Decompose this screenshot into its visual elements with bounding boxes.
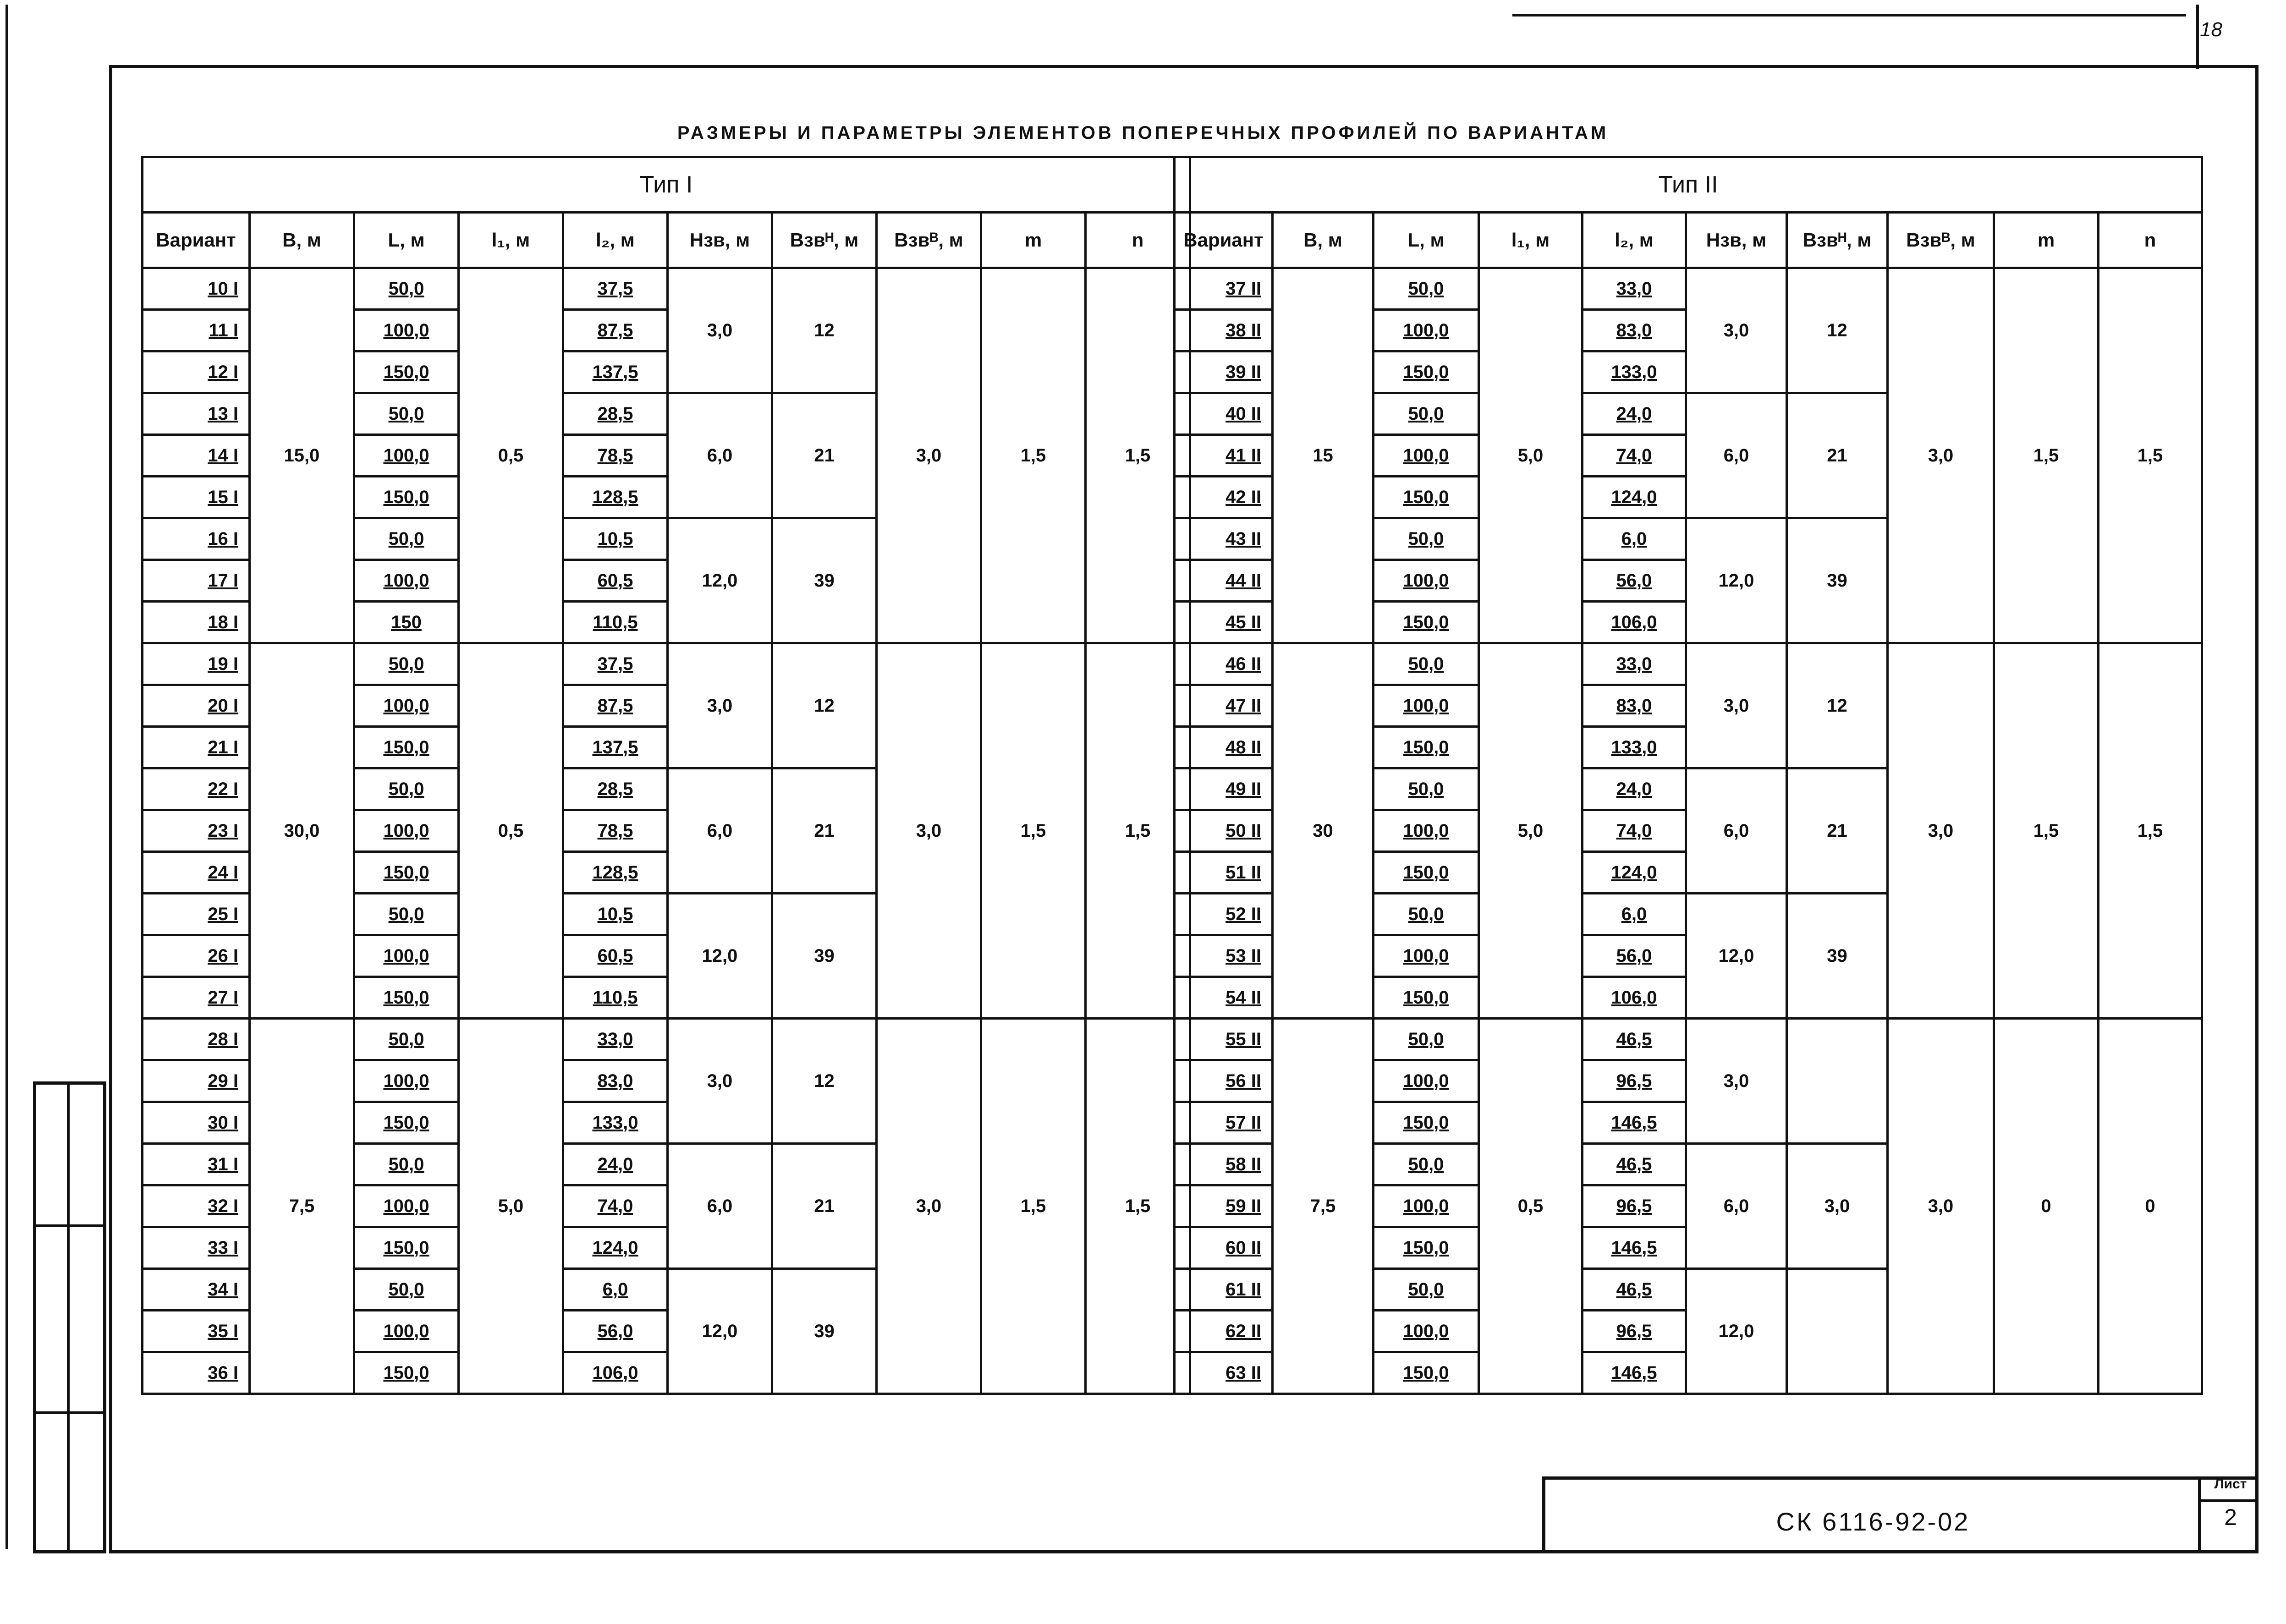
- variant-cell: 35 I: [143, 1311, 250, 1352]
- variant-cell: 38 II: [1175, 310, 1273, 351]
- l2-cell: 128,5: [563, 852, 668, 894]
- bn-cell: 21: [1787, 393, 1888, 518]
- bn-cell: 12: [772, 643, 877, 768]
- m-cell: 1,5: [981, 643, 1086, 1019]
- length-l-cell: 150,0: [354, 477, 459, 518]
- l2-cell: 83,0: [563, 1060, 668, 1102]
- l1-cell: 0,5: [1479, 1019, 1583, 1394]
- l2-cell: 137,5: [563, 351, 668, 393]
- l1-cell: 0,5: [459, 268, 563, 643]
- l1-cell: 5,0: [459, 1019, 563, 1394]
- column-header: Bзвᴴ, м: [1787, 213, 1888, 268]
- variant-cell: 13 I: [143, 393, 250, 435]
- l2-cell: 146,5: [1583, 1352, 1686, 1394]
- variant-cell: 59 II: [1175, 1185, 1273, 1227]
- l2-cell: 56,0: [1583, 560, 1686, 602]
- column-header: Bзвᴮ, м: [877, 213, 981, 268]
- length-l-cell: 150,0: [1374, 1227, 1479, 1269]
- column-header: n: [1086, 213, 1190, 268]
- variant-cell: 11 I: [143, 310, 250, 351]
- variant-cell: 54 II: [1175, 977, 1273, 1019]
- l2-cell: 133,0: [563, 1102, 668, 1144]
- column-header: l₁, м: [459, 213, 563, 268]
- table-row: [143, 643, 1190, 685]
- l2-cell: 56,0: [1583, 935, 1686, 977]
- column-header: m: [981, 213, 1086, 268]
- variant-cell: 26 I: [143, 935, 250, 977]
- length-l-cell: 50,0: [1374, 1269, 1479, 1311]
- width-b-cell: 15,0: [250, 268, 354, 643]
- length-l-cell: 150,0: [354, 1102, 459, 1144]
- variant-cell: 51 II: [1175, 852, 1273, 894]
- variant-cell: 31 I: [143, 1144, 250, 1185]
- variant-cell: 32 I: [143, 1185, 250, 1227]
- l2-cell: 133,0: [1583, 351, 1686, 393]
- column-header: l₂, м: [563, 213, 668, 268]
- length-l-cell: 100,0: [354, 1311, 459, 1352]
- variant-cell: 16 I: [143, 518, 250, 560]
- l2-cell: 24,0: [1583, 768, 1686, 810]
- variant-cell: 20 I: [143, 685, 250, 727]
- variant-cell: 53 II: [1175, 935, 1273, 977]
- sheet-number: 18: [2200, 18, 2222, 41]
- l2-cell: 78,5: [563, 435, 668, 477]
- l2-cell: 106,0: [1583, 602, 1686, 643]
- bn-cell: 21: [772, 393, 877, 518]
- table-row: [143, 1019, 1190, 1060]
- variant-cell: 45 II: [1175, 602, 1273, 643]
- variant-cell: 21 I: [143, 727, 250, 768]
- length-l-cell: 50,0: [1374, 894, 1479, 935]
- table-row: [1175, 643, 2202, 685]
- variants-table-right: [1173, 156, 2203, 1395]
- length-l-cell: 50,0: [354, 768, 459, 810]
- length-l-cell: 50,0: [1374, 518, 1479, 560]
- l2-cell: 28,5: [563, 393, 668, 435]
- l2-cell: 87,5: [563, 310, 668, 351]
- l2-cell: 106,0: [1583, 977, 1686, 1019]
- height-h-cell: 6,0: [668, 393, 772, 518]
- length-l-cell: 50,0: [354, 393, 459, 435]
- m-cell: 1,5: [981, 1019, 1086, 1394]
- l2-cell: 96,5: [1583, 1185, 1686, 1227]
- variant-cell: 46 II: [1175, 643, 1273, 685]
- variant-cell: 25 I: [143, 894, 250, 935]
- variant-cell: 23 I: [143, 810, 250, 852]
- length-l-cell: 150,0: [354, 977, 459, 1019]
- l2-cell: 87,5: [563, 685, 668, 727]
- l1-cell: 0,5: [459, 643, 563, 1019]
- column-header: Bзвᴴ, м: [772, 213, 877, 268]
- length-l-cell: 50,0: [354, 894, 459, 935]
- height-h-cell: 6,0: [1686, 1144, 1787, 1269]
- bn-cell: 21: [1787, 768, 1888, 894]
- l2-cell: 83,0: [1583, 310, 1686, 351]
- variant-cell: 40 II: [1175, 393, 1273, 435]
- variant-cell: 17 I: [143, 560, 250, 602]
- l2-cell: 33,0: [1583, 268, 1686, 310]
- height-h-cell: 3,0: [668, 1019, 772, 1144]
- column-header: Hзв, м: [1686, 213, 1787, 268]
- bv-cell: 3,0: [1888, 268, 1994, 643]
- height-h-cell: 3,0: [668, 268, 772, 393]
- length-l-cell: 50,0: [354, 268, 459, 310]
- l2-cell: 33,0: [1583, 643, 1686, 685]
- variant-cell: 34 I: [143, 1269, 250, 1311]
- variant-cell: 50 II: [1175, 810, 1273, 852]
- length-l-cell: 150,0: [1374, 1352, 1479, 1394]
- length-l-cell: 100,0: [1374, 935, 1479, 977]
- length-l-cell: 150,0: [1374, 1102, 1479, 1144]
- frame-left-edge: [5, 5, 8, 1549]
- length-l-cell: 150,0: [1374, 477, 1479, 518]
- l2-cell: 60,5: [563, 560, 668, 602]
- l2-cell: 78,5: [563, 810, 668, 852]
- variant-cell: 42 II: [1175, 477, 1273, 518]
- n-cell: 1,5: [2099, 268, 2202, 643]
- frame-top-edge: [1512, 14, 2186, 16]
- l2-cell: 60,5: [563, 935, 668, 977]
- variant-cell: 30 I: [143, 1102, 250, 1144]
- m-cell: 1,5: [1994, 268, 2099, 643]
- length-l-cell: 50,0: [354, 1269, 459, 1311]
- length-l-cell: 150,0: [354, 727, 459, 768]
- sheet-label-divider: [2198, 1499, 2259, 1502]
- height-h-cell: 12,0: [1686, 1269, 1787, 1394]
- l2-cell: 83,0: [1583, 685, 1686, 727]
- variant-cell: 22 I: [143, 768, 250, 810]
- m-cell: 1,5: [1994, 643, 2099, 1019]
- type-header: Тип I: [143, 157, 1190, 213]
- variant-cell: 14 I: [143, 435, 250, 477]
- length-l-cell: 50,0: [1374, 393, 1479, 435]
- length-l-cell: 100,0: [1374, 560, 1479, 602]
- column-header: Вариант: [143, 213, 250, 268]
- l2-cell: 74,0: [1583, 435, 1686, 477]
- length-l-cell: 50,0: [1374, 643, 1479, 685]
- l2-cell: 46,5: [1583, 1019, 1686, 1060]
- l2-cell: 6,0: [563, 1269, 668, 1311]
- length-l-cell: 50,0: [1374, 1019, 1479, 1060]
- length-l-cell: 150,0: [1374, 727, 1479, 768]
- width-b-cell: 7,5: [250, 1019, 354, 1394]
- length-l-cell: 150,0: [1374, 852, 1479, 894]
- l2-cell: 124,0: [1583, 852, 1686, 894]
- variant-cell: 29 I: [143, 1060, 250, 1102]
- column-header: l₁, м: [1479, 213, 1583, 268]
- n-cell: 1,5: [2099, 643, 2202, 1019]
- bn-cell: 39: [1787, 894, 1888, 1019]
- height-h-cell: 6,0: [1686, 393, 1787, 518]
- variant-cell: 60 II: [1175, 1227, 1273, 1269]
- m-cell: 0: [1994, 1019, 2099, 1394]
- length-l-cell: 100,0: [1374, 435, 1479, 477]
- sheet-number-divider: [2196, 5, 2199, 69]
- height-h-cell: 12,0: [668, 894, 772, 1019]
- length-l-cell: 100,0: [354, 560, 459, 602]
- length-l-cell: 150,0: [354, 852, 459, 894]
- table-type-2: [1173, 156, 2203, 1395]
- l2-cell: 74,0: [1583, 810, 1686, 852]
- m-cell: 1,5: [981, 268, 1086, 643]
- height-h-cell: 6,0: [668, 768, 772, 894]
- l2-cell: 146,5: [1583, 1102, 1686, 1144]
- l2-cell: 33,0: [563, 1019, 668, 1060]
- l2-cell: 6,0: [1583, 518, 1686, 560]
- bn-cell: 39: [1787, 518, 1888, 643]
- l2-cell: 124,0: [563, 1227, 668, 1269]
- length-l-cell: 150,0: [354, 1352, 459, 1394]
- height-h-cell: 12,0: [1686, 894, 1787, 1019]
- length-l-cell: 50,0: [354, 643, 459, 685]
- l2-cell: 6,0: [1583, 894, 1686, 935]
- length-l-cell: 100,0: [354, 810, 459, 852]
- height-h-cell: 12,0: [668, 1269, 772, 1394]
- length-l-cell: 100,0: [1374, 1060, 1479, 1102]
- type-header: Тип II: [1175, 157, 2202, 213]
- bv-cell: 3,0: [1888, 1019, 1994, 1394]
- height-h-cell: 12,0: [668, 518, 772, 643]
- length-l-cell: 150,0: [354, 1227, 459, 1269]
- binding-strip-row-2: [33, 1411, 106, 1414]
- document-code: СК 6116-92-02: [1776, 1507, 1970, 1536]
- l1-cell: 5,0: [1479, 643, 1583, 1019]
- l2-cell: 146,5: [1583, 1227, 1686, 1269]
- length-l-cell: 100,0: [1374, 1185, 1479, 1227]
- l2-cell: 37,5: [563, 268, 668, 310]
- variants-table-left: [141, 156, 1191, 1395]
- bn-cell: 39: [772, 894, 877, 1019]
- length-l-cell: 50,0: [1374, 268, 1479, 310]
- l2-cell: 74,0: [563, 1185, 668, 1227]
- l2-cell: 10,5: [563, 518, 668, 560]
- length-l-cell: 100,0: [354, 1060, 459, 1102]
- column-header: B, м: [1273, 213, 1374, 268]
- l2-cell: 46,5: [1583, 1269, 1686, 1311]
- bn-cell: 12: [1787, 268, 1888, 393]
- l2-cell: 56,0: [563, 1311, 668, 1352]
- binding-strip: [33, 1081, 106, 1553]
- length-l-cell: 100,0: [354, 1185, 459, 1227]
- length-l-cell: 150,0: [1374, 977, 1479, 1019]
- n-cell: 0: [2099, 1019, 2202, 1394]
- bn-cell: 21: [772, 768, 877, 894]
- width-b-cell: 7,5: [1273, 1019, 1374, 1394]
- l2-cell: 110,5: [563, 602, 668, 643]
- length-l-cell: 150,0: [354, 351, 459, 393]
- table-row: [1175, 268, 2202, 310]
- l2-cell: 96,5: [1583, 1060, 1686, 1102]
- l2-cell: 106,0: [563, 1352, 668, 1394]
- width-b-cell: 30,0: [250, 643, 354, 1019]
- bn-cell: 12: [772, 1019, 877, 1144]
- variant-cell: 43 II: [1175, 518, 1273, 560]
- height-h-cell: 6,0: [668, 1144, 772, 1269]
- height-h-cell: 12,0: [1686, 518, 1787, 643]
- length-l-cell: 50,0: [354, 1144, 459, 1185]
- length-l-cell: 100,0: [1374, 1311, 1479, 1352]
- l2-cell: 128,5: [563, 477, 668, 518]
- variant-cell: 41 II: [1175, 435, 1273, 477]
- column-header: Bзвᴮ, м: [1888, 213, 1994, 268]
- l2-cell: 137,5: [563, 727, 668, 768]
- l2-cell: 110,5: [563, 977, 668, 1019]
- table-row: [143, 268, 1190, 310]
- l2-cell: 46,5: [1583, 1144, 1686, 1185]
- length-l-cell: 100,0: [1374, 310, 1479, 351]
- height-h-cell: 3,0: [1686, 268, 1787, 393]
- length-l-cell: 100,0: [354, 435, 459, 477]
- bn-cell: 3,0: [1787, 1144, 1888, 1269]
- column-header: L, м: [1374, 213, 1479, 268]
- variant-cell: 57 II: [1175, 1102, 1273, 1144]
- variant-cell: 63 II: [1175, 1352, 1273, 1394]
- length-l-cell: 100,0: [354, 685, 459, 727]
- variant-cell: 44 II: [1175, 560, 1273, 602]
- variant-cell: 37 II: [1175, 268, 1273, 310]
- variant-cell: 52 II: [1175, 894, 1273, 935]
- length-l-cell: 50,0: [354, 1019, 459, 1060]
- variant-cell: 61 II: [1175, 1269, 1273, 1311]
- sheet-value: 2: [2224, 1504, 2237, 1530]
- variant-cell: 58 II: [1175, 1144, 1273, 1185]
- l2-cell: 37,5: [563, 643, 668, 685]
- variant-cell: 28 I: [143, 1019, 250, 1060]
- l2-cell: 96,5: [1583, 1311, 1686, 1352]
- type-header-row: [1175, 157, 2202, 213]
- bn-cell: [1787, 1269, 1888, 1394]
- variant-cell: 49 II: [1175, 768, 1273, 810]
- bv-cell: 3,0: [877, 1019, 981, 1394]
- length-l-cell: 100,0: [354, 935, 459, 977]
- table-type-1: [141, 156, 1191, 1395]
- n-cell: 1,5: [1086, 643, 1190, 1019]
- bn-cell: 21: [772, 1144, 877, 1269]
- bn-cell: 12: [772, 268, 877, 393]
- variant-cell: 19 I: [143, 643, 250, 685]
- variant-cell: 12 I: [143, 351, 250, 393]
- table-row: [1175, 1019, 2202, 1060]
- bn-cell: 39: [772, 518, 877, 643]
- n-cell: 1,5: [1086, 268, 1190, 643]
- variant-cell: 15 I: [143, 477, 250, 518]
- width-b-cell: 15: [1273, 268, 1374, 643]
- bv-cell: 3,0: [1888, 643, 1994, 1019]
- l2-cell: 24,0: [563, 1144, 668, 1185]
- length-l-cell: 150,0: [1374, 351, 1479, 393]
- page-title: РАЗМЕРЫ И ПАРАМЕТРЫ ЭЛЕМЕНТОВ ПОПЕРЕЧНЫХ ПРОФИЛЕЙ ПО ВАРИАНТАМ: [677, 123, 1609, 143]
- variant-cell: 56 II: [1175, 1060, 1273, 1102]
- l2-cell: 124,0: [1583, 477, 1686, 518]
- bv-cell: 3,0: [877, 268, 981, 643]
- l2-cell: 24,0: [1583, 393, 1686, 435]
- variant-cell: 36 I: [143, 1352, 250, 1394]
- variant-cell: 39 II: [1175, 351, 1273, 393]
- column-header: B, м: [250, 213, 354, 268]
- l2-cell: 10,5: [563, 894, 668, 935]
- length-l-cell: 100,0: [354, 310, 459, 351]
- width-b-cell: 30: [1273, 643, 1374, 1019]
- variant-cell: 27 I: [143, 977, 250, 1019]
- length-l-cell: 150: [354, 602, 459, 643]
- column-header: m: [1994, 213, 2099, 268]
- variant-cell: 55 II: [1175, 1019, 1273, 1060]
- bn-cell: [1787, 1019, 1888, 1144]
- variant-cell: 18 I: [143, 602, 250, 643]
- column-header: L, м: [354, 213, 459, 268]
- height-h-cell: 3,0: [668, 643, 772, 768]
- length-l-cell: 50,0: [1374, 1144, 1479, 1185]
- length-l-cell: 100,0: [1374, 810, 1479, 852]
- binding-strip-row-1: [33, 1224, 106, 1227]
- column-header: l₂, м: [1583, 213, 1686, 268]
- sheet-label: Лист: [2214, 1476, 2247, 1492]
- variant-cell: 33 I: [143, 1227, 250, 1269]
- length-l-cell: 50,0: [354, 518, 459, 560]
- column-header: Hзв, м: [668, 213, 772, 268]
- variant-cell: 47 II: [1175, 685, 1273, 727]
- bn-cell: 39: [772, 1269, 877, 1394]
- variant-cell: 62 II: [1175, 1311, 1273, 1352]
- bn-cell: 12: [1787, 643, 1888, 768]
- height-h-cell: 6,0: [1686, 768, 1787, 894]
- height-h-cell: 3,0: [1686, 643, 1787, 768]
- variant-cell: 24 I: [143, 852, 250, 894]
- length-l-cell: 50,0: [1374, 768, 1479, 810]
- type-header-row: [143, 157, 1190, 213]
- l2-cell: 28,5: [563, 768, 668, 810]
- column-header: Вариант: [1175, 213, 1273, 268]
- length-l-cell: 100,0: [1374, 685, 1479, 727]
- binding-strip-divider: [67, 1081, 70, 1553]
- variant-cell: 48 II: [1175, 727, 1273, 768]
- length-l-cell: 150,0: [1374, 602, 1479, 643]
- bv-cell: 3,0: [877, 643, 981, 1019]
- n-cell: 1,5: [1086, 1019, 1190, 1394]
- column-header: n: [2099, 213, 2202, 268]
- l2-cell: 133,0: [1583, 727, 1686, 768]
- variant-cell: 10 I: [143, 268, 250, 310]
- l1-cell: 5,0: [1479, 268, 1583, 643]
- column-header-row: [1175, 213, 2202, 268]
- height-h-cell: 3,0: [1686, 1019, 1787, 1144]
- column-header-row: [143, 213, 1190, 268]
